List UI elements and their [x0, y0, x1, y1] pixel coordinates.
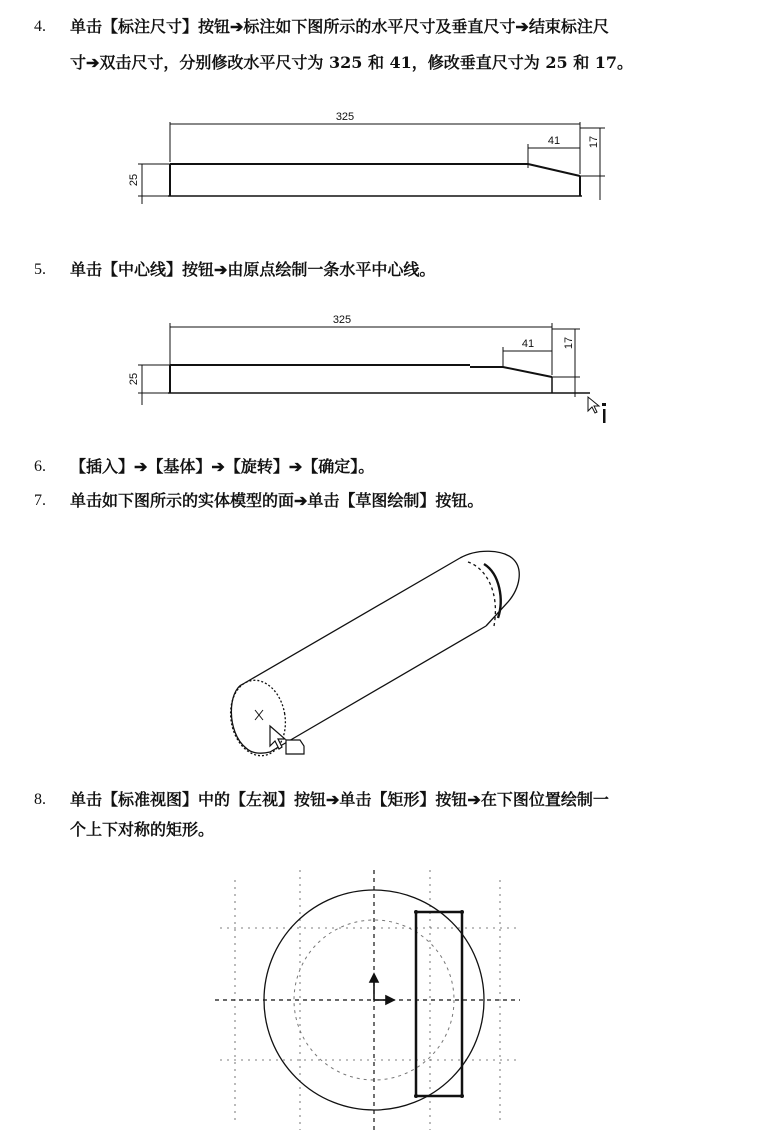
step-text-line: 单击【中心线】按钮➔由原点绘制一条水平中心线。: [70, 260, 436, 279]
dim-label-325: 325: [332, 314, 352, 326]
sketch-rectangle: [416, 912, 462, 1096]
step-number: 8.: [34, 791, 46, 808]
arrow-cursor-icon: [270, 726, 285, 749]
step-text-line: 寸➔双击尺寸，分别修改水平尺寸为 325 和 41，修改垂直尺寸为 25 和 17。: [70, 53, 634, 72]
cylinder-front-outline: [231, 684, 270, 753]
sketch-tool-icon: [286, 740, 304, 754]
profile-taper-edge: [528, 164, 580, 176]
dim-label-41: 41: [547, 135, 561, 147]
arrow-cursor-icon: [588, 397, 599, 413]
sketch-figure-centerline: [0, 305, 780, 425]
rectangle-vertices: [414, 910, 464, 1098]
step-text-line: 单击【标注尺寸】按钮➔标注如下图所示的水平尺寸及垂直尺寸➔结束标注尺: [70, 17, 609, 36]
step-number: 5.: [34, 261, 46, 278]
origin-icon: [370, 974, 394, 1004]
step-text-line: 个上下对称的矩形。: [70, 820, 215, 839]
left-view-sketch-figure: [0, 860, 780, 1140]
step-number: 6.: [34, 458, 46, 475]
profile-taper-edge: [503, 367, 552, 377]
step-text-line: 单击【标准视图】中的【左视】按钮➔单击【矩形】按钮➔在下图位置绘制一: [70, 790, 609, 809]
text-cursor-icon: [602, 403, 606, 423]
taper-seam-edge: [484, 564, 501, 618]
dim-label-17: 17: [563, 336, 575, 350]
dim-label-25: 25: [128, 372, 140, 386]
cylinder-bottom-edge: [270, 626, 486, 752]
sketch-figure-dimensions: [0, 100, 780, 215]
dim-label-325: 325: [335, 111, 355, 123]
dim-label-17: 17: [588, 135, 600, 149]
dim-label-41: 41: [521, 338, 535, 350]
step-text-line: 单击如下图所示的实体模型的面➔单击【草图绘制】按钮。: [70, 491, 484, 510]
solid-model-figure: [0, 540, 780, 770]
cylinder-top-edge: [243, 558, 460, 684]
step-number: 7.: [34, 492, 46, 509]
step-number: 4.: [34, 18, 46, 35]
step-text-line: 【插入】➔【基体】➔【旋转】➔【确定】。: [70, 457, 375, 476]
dim-label-25: 25: [128, 173, 140, 187]
